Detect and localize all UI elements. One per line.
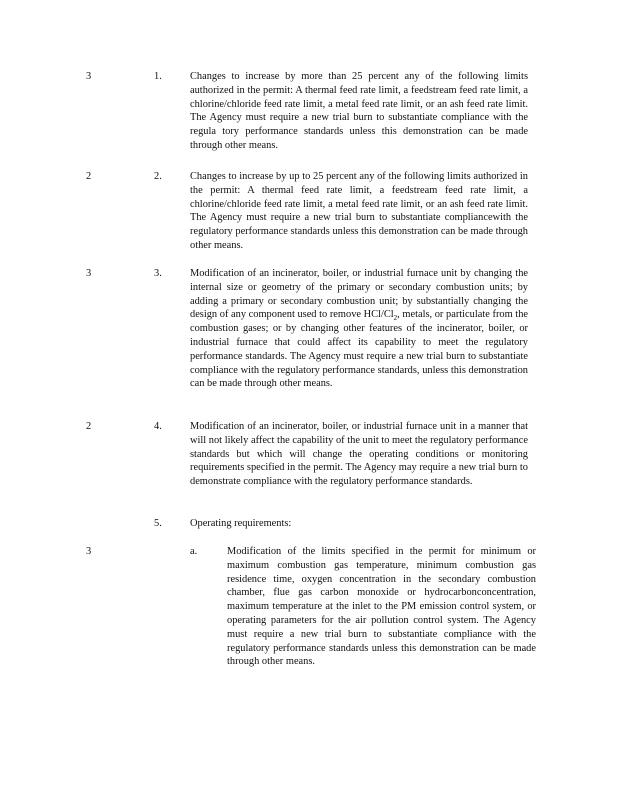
class-number: 2 [86, 421, 92, 432]
item-text-part: Modification of an incinerator, boiler, or industrial furnace unit by changing the internal size or geometry of the primary or secondary combustion units; by adding a primary or secondary combustion unit; by substantially changing the design of any component used to remove HCl/Cl [190, 268, 528, 321]
class-number: 3 [86, 71, 92, 82]
item-text: Operating requirements: [190, 518, 292, 529]
item-text: Changes to increase by up to 25 percent any of the following limits authorized in the permit: A thermal feed rate limit, a feedstream feed rate limit, a chlorine/chloride feed rate limit, a metal feed rate limit, or an ash feed rate limit. The Agency must require a new trial burn to substantiate compliancewith the regulatory performance standards unless this demonstration can be made through other means. [190, 171, 528, 251]
sub-item-letter: a. [190, 546, 198, 557]
item-text [190, 267, 528, 391]
class-number: 2 [86, 171, 92, 182]
item-number: 3. [154, 268, 162, 279]
item-text-part: , metals, or particulate from the combustion gases; or by changing other features of the incinerator, boiler, or industrial furnace that could affect its capability to meet the regulatory performance standards. The Agency must require a new trial burn to substantiate compliance with the regulatory performance standards, unless this demonstration can be made through other means. [190, 309, 528, 390]
class-number: 3 [86, 546, 92, 557]
item-text: Changes to increase by more than 25 percent any of the following limits authorized in the permit: A thermal feed rate limit, a feedstream feed rate limit, a chlorine/chloride feed rate limit, a metal feed rate limit, or an ash feed rate limit. The Agency must require a new trial burn to substantiate compliance with the regula tory performance standards unless this demonstration can be made through other means. [190, 71, 528, 151]
item-number: 5. [154, 518, 162, 529]
item-number: 1. [154, 71, 162, 82]
subscript: 2 [393, 314, 398, 323]
class-number: 3 [86, 268, 92, 279]
item-text: Modification of an incinerator, boiler, or industrial furnace unit in a manner that will not likely affect the capability of the unit to meet the regulatory performance standards but which will change the operating conditions or monitoring requirements specified in the permit. The Agency may require a new trial burn to demonstrate compliance with the regulatory performance standards. [190, 421, 528, 488]
item-number: 4. [154, 421, 162, 432]
item-number: 2. [154, 171, 162, 182]
sub-item-text: Modification of the limits specified in the permit for minimum or maximum combustion gas temperature, minimum combustion gas residence time, oxygen concentration in the secondary combustion chamber, flue gas carbon monoxide or hydrocarbonconcentration, maximum temperature at the inlet to the PM emission control system, or operating parameters for the air pollution control system. The Agency must require a new trial burn to substantiate compliance with the regulatory performance standards unless this demonstration can be made through other means. [227, 546, 536, 668]
